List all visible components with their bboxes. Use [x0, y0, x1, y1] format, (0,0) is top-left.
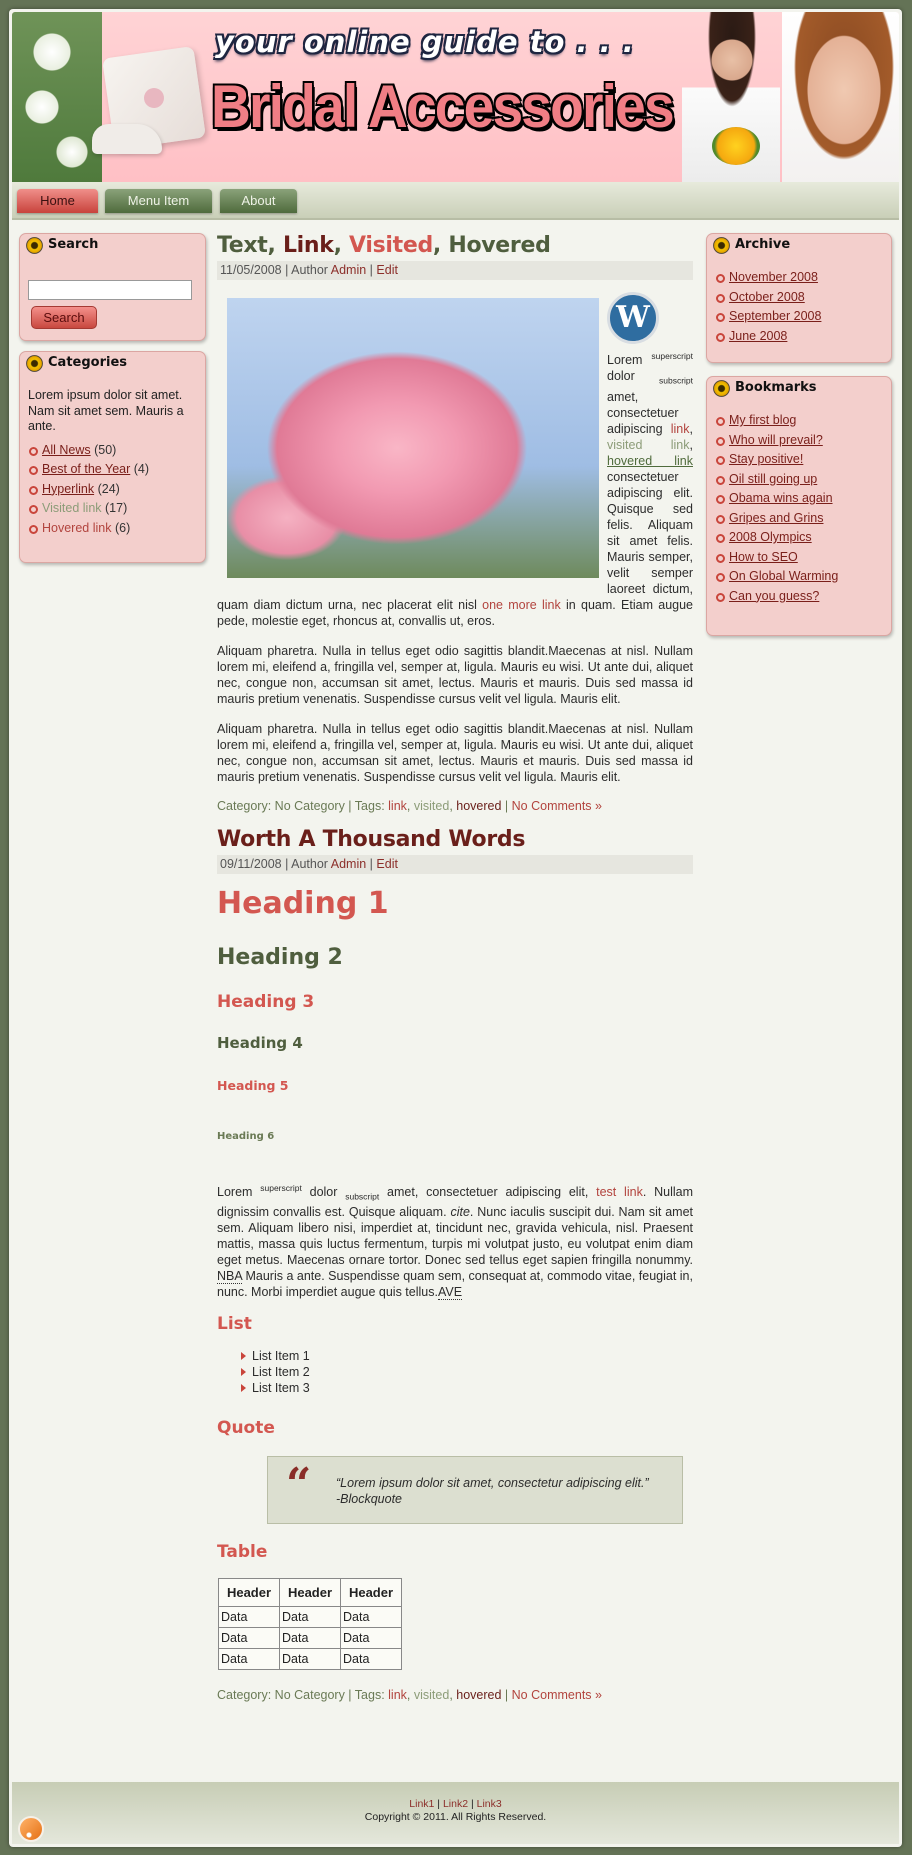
heading-3: Heading 3: [217, 991, 315, 1012]
test-link[interactable]: test link: [596, 1184, 643, 1199]
title-sep: ,: [432, 233, 449, 258]
main-nav: [12, 182, 899, 220]
quote-text: “Lorem ipsum dolor sit amet, consectetur adipiscing elit.”: [336, 1476, 649, 1491]
tag-link[interactable]: hovered: [456, 1688, 502, 1703]
heading-1: Heading 1: [217, 885, 389, 921]
categories-list: [20, 435, 205, 539]
quote-heading: Quote: [217, 1418, 275, 1439]
archive-link[interactable]: October 2008: [729, 289, 805, 304]
abbr-ave[interactable]: AVE: [437, 1285, 463, 1300]
table-row: [219, 1649, 402, 1670]
post2-body: [217, 886, 693, 1671]
quote-source: -Blockquote: [336, 1492, 403, 1507]
list-item: [715, 268, 883, 288]
text: consectetuer adipiscing elit. Quisque sed felis. Aliquam sit amet felis. Mauris semper, velit semper laoreet dictum, quam diam dictum urna, nec placerat elit nisl: [217, 469, 693, 612]
author-link[interactable]: Admin: [330, 263, 367, 277]
list-heading: List: [217, 1314, 252, 1335]
tag-link[interactable]: link: [388, 798, 407, 813]
subscript-text: subscript: [658, 375, 693, 386]
list-item: [28, 480, 197, 500]
table-cell: Data: [341, 1649, 402, 1670]
flowers-image: [12, 12, 102, 182]
superscript-text: superscript: [651, 351, 693, 361]
category-count: (50): [94, 442, 117, 457]
list-item: [715, 450, 883, 470]
category-link[interactable]: All News: [42, 442, 91, 457]
text: . Nullam dignissim convallis est. Quisque aliquam.: [217, 1184, 693, 1220]
table-cell: Data: [341, 1607, 402, 1628]
bookmark-link[interactable]: How to SEO: [729, 549, 798, 564]
data-table: [218, 1578, 402, 1670]
category-count: (4): [133, 462, 150, 476]
comments-link[interactable]: No Comments »: [511, 1688, 602, 1703]
archive-list: [707, 256, 891, 346]
copyright-text: Copyright © 2011. All Rights Reserved.: [364, 1811, 547, 1823]
edit-link[interactable]: Edit: [376, 263, 398, 277]
list-item: [715, 411, 883, 431]
text: amet, consectetuer adipiscing: [607, 389, 679, 436]
post1-body: [217, 290, 693, 785]
list-item: [715, 327, 883, 347]
list-item: [28, 499, 197, 519]
text: |: [501, 1688, 512, 1703]
bookmarks-title-text: Bookmarks: [735, 380, 817, 395]
author-link[interactable]: Admin: [330, 856, 367, 871]
blockquote: [267, 1456, 683, 1524]
text: dolor: [607, 369, 659, 384]
category-text: Category: No Category | Tags:: [217, 1688, 389, 1703]
post-date: 11/05/2008: [220, 263, 282, 277]
meta-sep: |: [366, 856, 377, 871]
text: Mauris a ante. Suspendisse quam sem, consequat at, commodo vitae, feugiat in, nunc. Morbi imperdiet augue quis tellus.: [217, 1269, 693, 1300]
footer-links: [12, 1798, 899, 1811]
list-item: [715, 567, 883, 587]
hovered-inline-link[interactable]: hovered link: [607, 453, 693, 468]
site-title[interactable]: Bridal Accessories: [211, 73, 673, 140]
archive-link[interactable]: June 2008: [729, 328, 788, 343]
search-widget-title: [20, 234, 205, 256]
flower-icon: [26, 355, 43, 372]
post2-meta: [217, 855, 693, 874]
bridal-shoe-image: [92, 124, 162, 154]
bookmark-link[interactable]: Oil still going up: [729, 471, 818, 486]
search-input[interactable]: [28, 280, 192, 300]
text: in quam. Etiam augue pede, molestie eget, rhoncus at, convallis ut, eros.: [217, 597, 693, 628]
list-item: [715, 489, 883, 509]
list-item: [715, 548, 883, 568]
list-item: [715, 509, 883, 529]
nav-home[interactable]: Home: [17, 189, 98, 213]
list-item: [715, 528, 883, 548]
category-count: (17): [105, 501, 128, 515]
bookmark-link[interactable]: On Global Warming: [729, 569, 839, 583]
post2-footer: [217, 1688, 693, 1702]
table-cell: Data: [219, 1607, 280, 1628]
superscript-text: superscript: [260, 1182, 302, 1193]
inline-link[interactable]: link: [670, 421, 690, 436]
text: |: [434, 1798, 443, 1810]
title-link-part[interactable]: Link: [282, 233, 334, 258]
post1-meta: [217, 261, 693, 280]
rss-icon[interactable]: [18, 1816, 44, 1842]
title-sep: ,: [267, 233, 283, 258]
header-banner: [12, 12, 899, 182]
text: ,: [406, 798, 414, 813]
bride-photo-left: [682, 12, 780, 182]
heading-5: Heading 5: [217, 1077, 289, 1093]
post2-title[interactable]: Worth A Thousand Words: [217, 826, 526, 852]
text: ,: [449, 798, 457, 813]
archive-link[interactable]: September 2008: [729, 309, 822, 323]
site-footer: [12, 1782, 899, 1844]
category-link[interactable]: Best of the Year: [42, 462, 131, 476]
main-content: [217, 233, 693, 1710]
category-link[interactable]: Hovered link: [42, 520, 112, 535]
site-tagline: your online guide to . . .: [215, 25, 635, 59]
category-count: (24): [97, 481, 120, 496]
tag-link[interactable]: visited: [413, 1688, 450, 1703]
footer-link-1[interactable]: Link1: [409, 1798, 435, 1810]
table-heading: Table: [217, 1542, 268, 1563]
one-more-link[interactable]: one more link: [482, 597, 561, 612]
visited-inline-link[interactable]: visited link: [607, 437, 690, 452]
bookmark-link[interactable]: Can you guess?: [729, 588, 820, 603]
bookmark-link[interactable]: Obama wins again: [729, 491, 833, 505]
bookmark-link[interactable]: My first blog: [729, 413, 797, 427]
heading-4: Heading 4: [217, 1033, 303, 1052]
title-visited-part[interactable]: Visited: [349, 233, 433, 258]
categories-description: Lorem ipsum dolor sit amet. Nam sit amet sem. Mauris a ante.: [28, 388, 184, 433]
table-cell: Data: [280, 1607, 341, 1628]
table-cell: Data: [341, 1628, 402, 1649]
category-link[interactable]: Hyperlink: [42, 481, 95, 496]
list-item: [28, 441, 197, 461]
list-item: [715, 470, 883, 490]
table-cell: Data: [219, 1649, 280, 1670]
archive-link[interactable]: November 2008: [729, 270, 818, 284]
post-date: 09/11/2008: [220, 856, 282, 871]
nav-menu-item[interactable]: Menu Item: [105, 189, 212, 213]
categories-widget: [19, 351, 206, 563]
title-text-part: Text: [217, 233, 268, 258]
title-hovered-part[interactable]: Hovered: [448, 233, 551, 258]
meta-sep: | Author: [281, 263, 331, 277]
list-item: List Item 1: [239, 1348, 693, 1364]
meta-sep: |: [366, 263, 377, 277]
post1-paragraph-3: Aliquam pharetra. Nulla in tellus eget odio sagittis blandit.Maecenas at nisl. Nullam lorem mi, eleifend a, fringilla vel, semper at, ligula. Mauris eu wisi. Ut ante dui, aliquet nec, congue non, accumsan sit amet, lectus. Mauris et mauris. Duis sed massa id mauris pretium venenatis. Suspendisse cursus velit vel ligula. Mauris elit.: [217, 721, 693, 784]
post-list: [217, 1348, 693, 1396]
category-count: (6): [114, 520, 131, 535]
tag-link[interactable]: visited: [413, 798, 450, 813]
categories-widget-title: [20, 352, 205, 374]
pink-flower-image: [227, 298, 599, 578]
title-sep: ,: [333, 233, 350, 258]
bookmarks-widget: [706, 376, 892, 636]
bookmarks-widget-title: [707, 377, 891, 399]
wordpress-icon: [607, 292, 659, 344]
tag-link[interactable]: link: [388, 1688, 407, 1703]
list-item: [28, 460, 197, 480]
text: Lorem: [217, 1184, 261, 1199]
text: ,: [689, 437, 693, 452]
list-item: [715, 587, 883, 607]
edit-link[interactable]: Edit: [376, 856, 398, 871]
post2-paragraph: [217, 1180, 693, 1301]
table-row: [219, 1607, 402, 1628]
archive-widget: [706, 233, 892, 363]
heading-2: Heading 2: [217, 944, 343, 970]
bookmark-link[interactable]: Gripes and Grins: [729, 510, 824, 525]
text: |: [468, 1798, 477, 1810]
table-row: [219, 1628, 402, 1649]
table-header-cell: Header: [219, 1579, 280, 1607]
page: [9, 9, 902, 1847]
post1-footer: [217, 799, 693, 813]
archive-title-text: Archive: [735, 237, 791, 252]
subscript-text: subscript: [345, 1191, 380, 1202]
list-item: [715, 431, 883, 451]
bookmark-link[interactable]: Who will prevail?: [729, 432, 823, 447]
table-header-row: [219, 1579, 402, 1607]
table-cell: Data: [280, 1628, 341, 1649]
flower-icon: [713, 380, 730, 397]
text: ,: [689, 421, 693, 436]
bookmark-link[interactable]: Stay positive!: [729, 452, 804, 466]
nav-about[interactable]: About: [220, 189, 297, 213]
comments-link[interactable]: No Comments »: [511, 798, 602, 813]
flower-icon: [26, 237, 43, 254]
search-button[interactable]: Search: [31, 306, 97, 329]
cite-text: cite: [450, 1205, 470, 1220]
table-header-cell: Header: [280, 1579, 341, 1607]
category-text: Category: No Category | Tags:: [217, 798, 389, 813]
list-item: [28, 519, 197, 539]
list-item: List Item 2: [239, 1364, 693, 1380]
meta-sep: | Author: [281, 856, 331, 871]
flower-icon: [713, 237, 730, 254]
text: |: [501, 798, 512, 813]
footer-link-2[interactable]: Link2: [442, 1798, 469, 1810]
list-item: [715, 288, 883, 308]
table-cell: Data: [219, 1628, 280, 1649]
table-header-cell: Header: [341, 1579, 402, 1607]
bride-photo-right: [782, 12, 899, 182]
bookmarks-list: [707, 399, 891, 606]
bookmark-link[interactable]: 2008 Olympics: [729, 530, 812, 544]
quote-mark-icon: “: [286, 1459, 312, 1511]
list-item: [715, 307, 883, 327]
footer-link-3[interactable]: Link3: [476, 1798, 502, 1810]
text: ,: [449, 1688, 457, 1703]
archive-widget-title: [707, 234, 891, 256]
text: dolor: [301, 1184, 346, 1199]
text: ,: [406, 1688, 414, 1703]
abbr-nba[interactable]: NBA: [217, 1269, 243, 1284]
post1-title: [217, 233, 693, 259]
tag-link[interactable]: hovered: [456, 798, 502, 813]
heading-6: Heading 6: [217, 1130, 275, 1142]
post1-paragraph-2: Aliquam pharetra. Nulla in tellus eget odio sagittis blandit.Maecenas at nisl. Nullam lorem mi, eleifend a, fringilla vel, semper at, ligula. Mauris eu wisi. Ut ante dui, aliquet nec, congue non, accumsan sit amet, lectus. Mauris et mauris. Duis sed massa id mauris pretium venenatis. Suspendisse cursus velit vel ligula. Mauris elit.: [217, 643, 693, 706]
text: . Nunc iaculis suscipit dui. Nam sit amet sem. Aliquam libero nisi, imperdiet at, tincidunt nec, gravida vehicula, nisl. Praesent mattis, massa quis luctus fermentum, turpis mi volutpat justo, eu volutpat enim diam eget metus. Maecenas ornare tortor. Donec sed tellus eget sapien fringilla nonummy.: [217, 1205, 694, 1268]
search-widget: [19, 233, 206, 341]
list-item: List Item 3: [239, 1380, 693, 1396]
search-title-text: Search: [48, 237, 99, 252]
categories-title-text: Categories: [48, 355, 128, 370]
text: amet, consectetuer adipiscing elit,: [379, 1184, 597, 1199]
category-link[interactable]: Visited link: [42, 501, 102, 515]
text: Lorem: [607, 353, 652, 368]
table-cell: Data: [280, 1649, 341, 1670]
